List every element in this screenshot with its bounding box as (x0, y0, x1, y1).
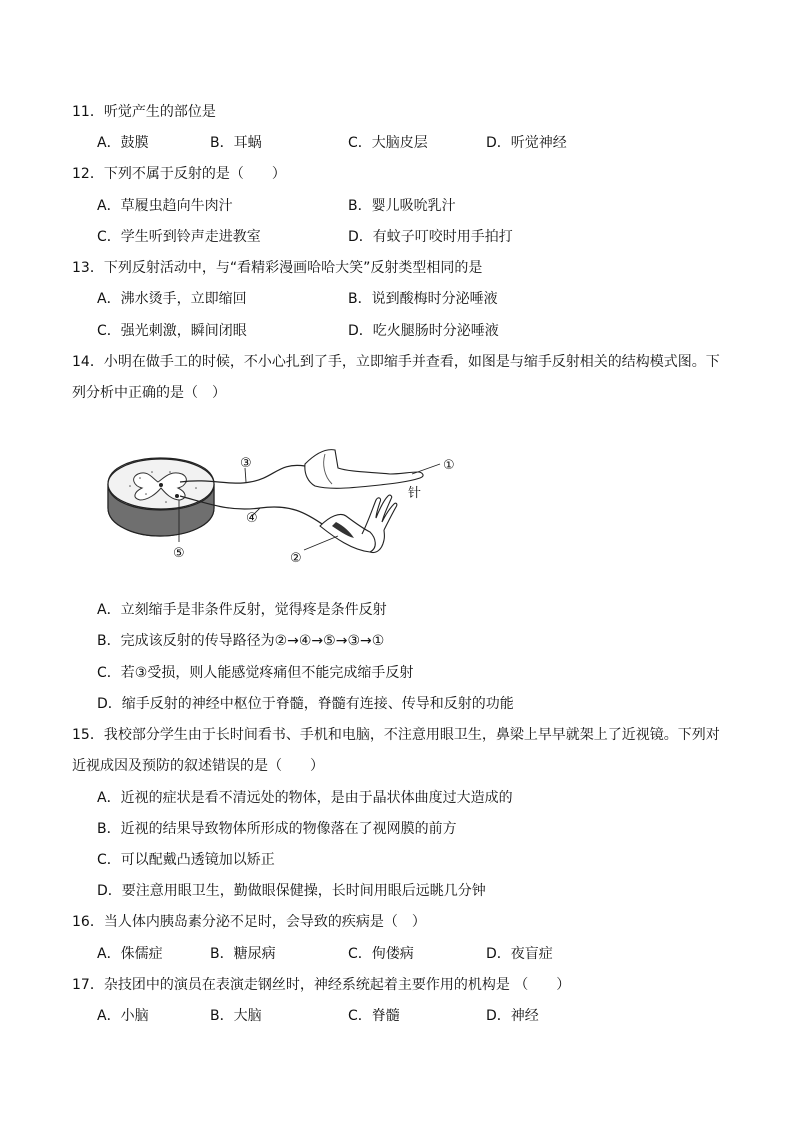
label-2: ② (290, 551, 302, 566)
question-16-stem: 16．当人体内胰岛素分泌不足时，会导致的疾病是（ ） (72, 914, 426, 930)
q17-option-d: D．神经 (486, 1008, 539, 1024)
q12-option-a: A．草履虫趋向牛肉汁 (97, 198, 233, 214)
q16-option-d: D．夜盲症 (486, 946, 553, 962)
arm-hand-illustration (305, 450, 423, 553)
q13-option-b: B．说到酸梅时分泌唾液 (348, 291, 498, 307)
q14-option-b: B．完成该反射的传导路径为②→④→⑤→③→① (97, 633, 385, 649)
reflex-arc-figure (100, 442, 470, 576)
q15-option-c: C．可以配戴凸透镜加以矫正 (97, 852, 275, 868)
q16-option-b: B．糖尿病 (210, 946, 276, 962)
question-11-stem: 11．听觉产生的部位是 (72, 104, 216, 120)
q13-option-d: D．吃火腿肠时分泌唾液 (348, 323, 499, 339)
q16-option-a: A．侏儒症 (97, 946, 163, 962)
label-5: ⑤ (173, 546, 185, 561)
q15-option-a: A．近视的症状是看不清远处的物体，是由于晶状体曲度过大造成的 (97, 790, 513, 806)
q13-option-c: C．强光刺激，瞬间闭眼 (97, 323, 247, 339)
q16-option-c: C．佝偻病 (348, 946, 414, 962)
reflex-arc-diagram (100, 442, 470, 576)
q17-option-b: B．大脑 (210, 1008, 262, 1024)
question-17-stem: 17．杂技团中的演员在表演走钢丝时，神经系统起着主要作用的机构是 （ ） (72, 977, 571, 993)
q11-option-c: C．大脑皮层 (348, 135, 428, 151)
q12-option-b: B．婴儿吸吮乳汁 (348, 198, 456, 214)
q15-option-d: D．要注意用眼卫生，勤做眼保健操，长时间用眼后远眺几分钟 (97, 883, 486, 899)
q12-option-d: D．有蚊子叮咬时用手拍打 (348, 229, 513, 245)
label-needle: 针 (408, 486, 422, 501)
q14-option-d: D．缩手反射的神经中枢位于脊髓，脊髓有连接、传导和反射的功能 (97, 696, 514, 712)
question-14-stem-line1: 14．小明在做手工的时候，不小心扎到了手，立即缩手并查看，如图是与缩手反射相关的结构模式图。下 (72, 354, 720, 370)
q17-option-c: C．脊髓 (348, 1008, 400, 1024)
q14-option-c: C．若③受损，则人能感觉疼痛但不能完成缩手反射 (97, 665, 414, 681)
q12-option-c: C．学生听到铃声走进教室 (97, 229, 261, 245)
q14-option-a: A．立刻缩手是非条件反射，觉得疼是条件反射 (97, 602, 387, 618)
q11-option-d: D．听觉神经 (486, 135, 567, 151)
q15-option-b: B．近视的结果导致物体所形成的物像落在了视网膜的前方 (97, 821, 457, 837)
q11-option-a: A．鼓膜 (97, 135, 149, 151)
question-12-stem: 12．下列不属于反射的是（ ） (72, 166, 286, 182)
q17-option-a: A．小脑 (97, 1008, 149, 1024)
q13-option-a: A．沸水烫手，立即缩回 (97, 291, 247, 307)
question-15-stem-line2: 近视成因及预防的叙述错误的是（ ） (72, 758, 324, 774)
question-13-stem: 13．下列反射活动中，与“看精彩漫画哈哈大笑”反射类型相同的是 (72, 260, 483, 276)
question-14-stem-line2: 列分析中正确的是（ ） (72, 385, 226, 401)
spinal-cord-section (108, 458, 214, 536)
label-3: ③ (240, 456, 252, 471)
question-15-stem-line1: 15．我校部分学生由于长时间看书、手机和电脑，不注意用眼卫生，鼻梁上早早就架上了近视镜。下列对 (72, 727, 720, 743)
q11-option-b: B．耳蜗 (210, 135, 262, 151)
label-4: ④ (246, 511, 258, 526)
label-1: ① (443, 458, 455, 473)
